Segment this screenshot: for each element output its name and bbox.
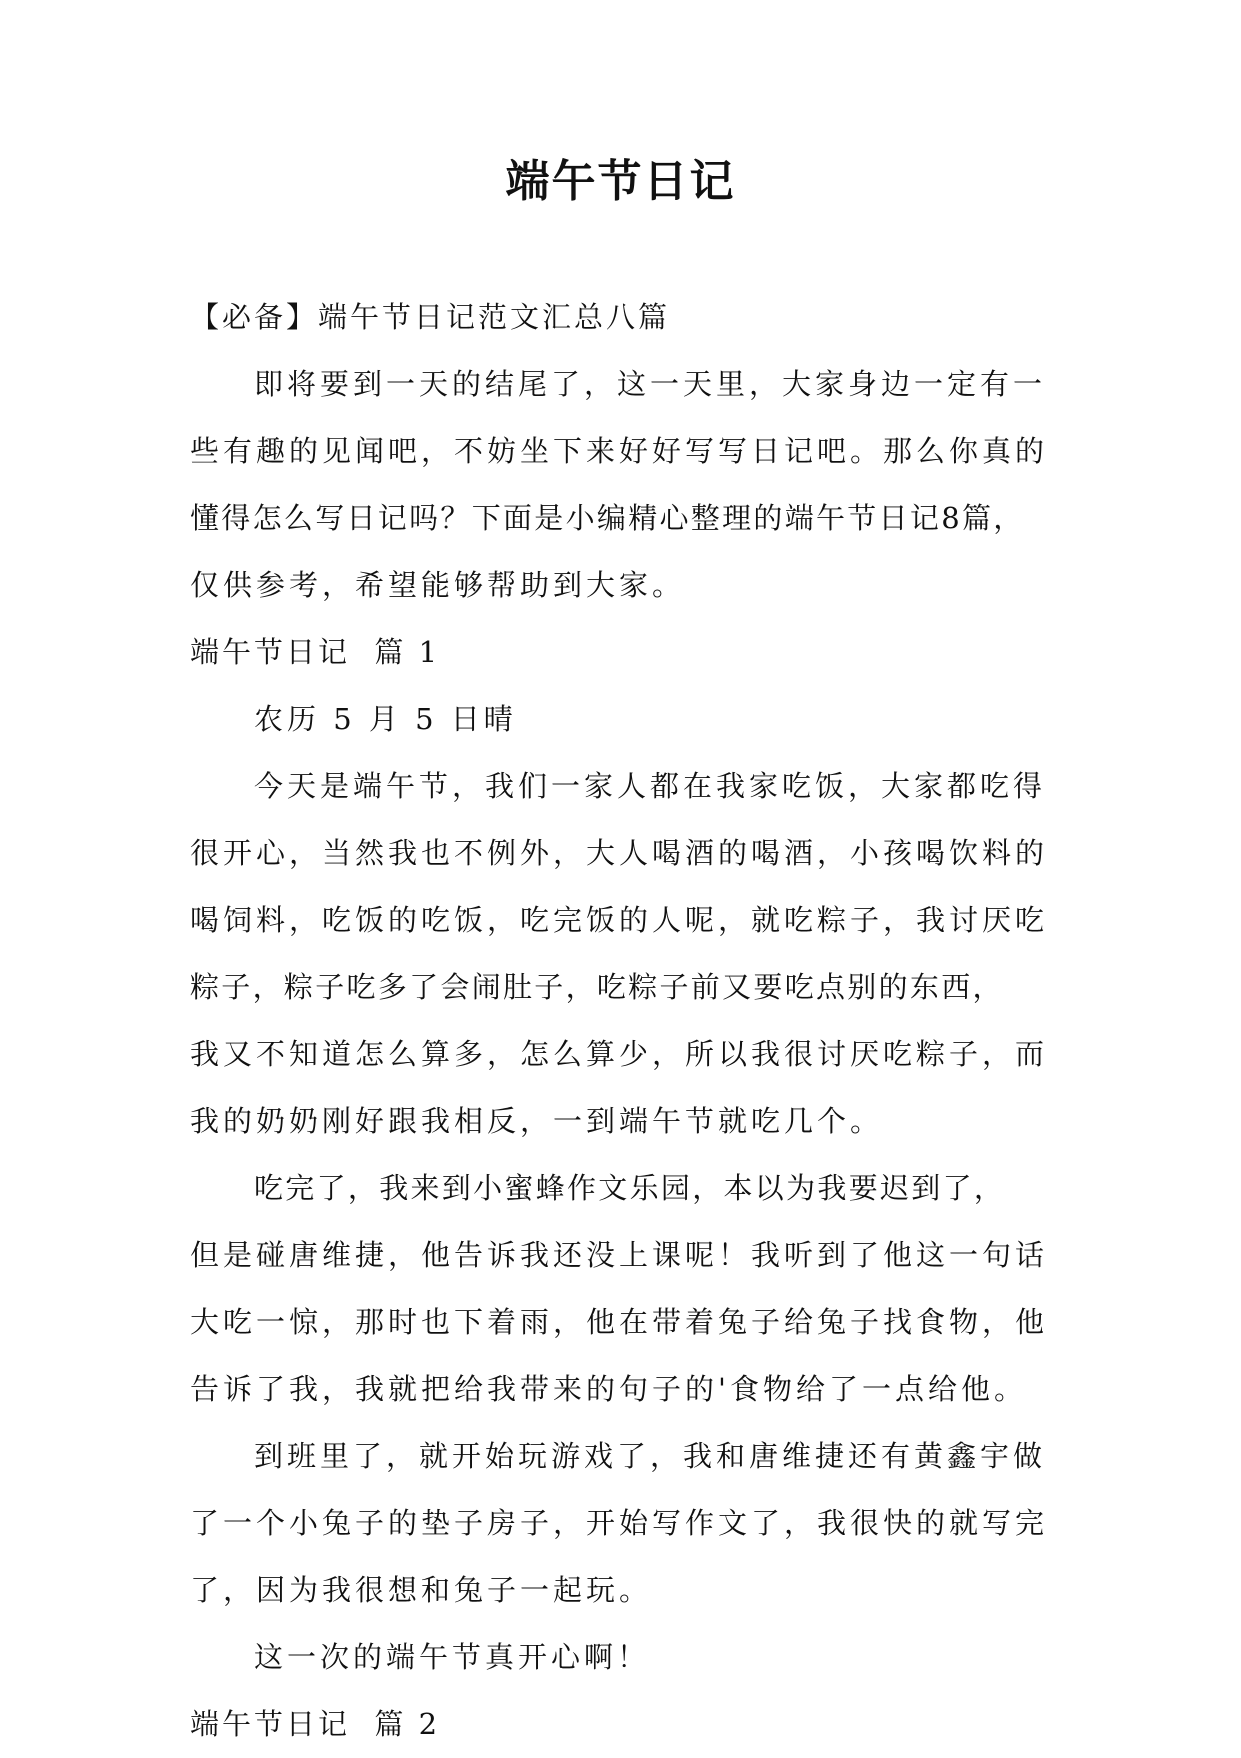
- paragraph-line: 这一次的端午节真开心啊！: [254, 1640, 651, 1674]
- paragraph-line: 了一个小兔子的垫子房子，开始写作文了，我很快的就写完: [190, 1506, 1049, 1540]
- paragraph-line: 懂得怎么写日记吗？下面是小编精心整理的端午节日记8篇，: [190, 501, 1025, 535]
- document-title: 端午节日记: [505, 156, 736, 207]
- paragraph-line: 农历 5 月 5 日晴: [254, 702, 517, 736]
- document-body: [190, 284, 1065, 1758]
- paragraph-line: 了，因为我很想和兔子一起玩。: [190, 1573, 653, 1607]
- paragraph-line: 但是碰唐维捷，他告诉我还没上课呢！我听到了他这一句话: [190, 1238, 1049, 1272]
- paragraph-line: 喝饲料，吃饭的吃饭，吃完饭的人呢，就吃粽子，我讨厌吃: [190, 903, 1049, 937]
- paragraph-line: 大吃一惊，那时也下着雨，他在带着兔子给兔子找食物，他: [190, 1305, 1049, 1339]
- paragraph-line: 我的奶奶刚好跟我相反，一到端午节就吃几个。: [190, 1104, 884, 1138]
- paragraph-line: 粽子，粽子吃多了会闹肚子，吃粽子前又要吃点别的东西，: [190, 970, 1004, 1004]
- paragraph-line: 吃完了，我来到小蜜蜂作文乐园，本以为我要迟到了，: [254, 1171, 1006, 1205]
- subtitle-line: 【必备】端午节日记范文汇总八篇: [190, 300, 671, 334]
- paragraph-line: 些有趣的见闻吧，不妨坐下来好好写写日记吧。那么你真的: [190, 434, 1049, 468]
- paragraph-line: 很开心，当然我也不例外，大人喝酒的喝酒，小孩喝饮料的: [190, 836, 1049, 870]
- section-heading: 端午节日记 篇 1: [190, 635, 441, 669]
- paragraph-line: 即将要到一天的结尾了，这一天里，大家身边一定有一: [254, 367, 1047, 401]
- section-heading: 端午节日记 篇 2: [190, 1707, 441, 1741]
- paragraph-line: 仅供参考，希望能够帮助到大家。: [190, 568, 686, 602]
- paragraph-line: 今天是端午节，我们一家人都在我家吃饭，大家都吃得: [254, 769, 1047, 803]
- paragraph-line: 告诉了我，我就把给我带来的句子的'食物给了一点给他。: [190, 1372, 1027, 1406]
- paragraph-line: 我又不知道怎么算多，怎么算少，所以我很讨厌吃粽子，而: [190, 1037, 1049, 1071]
- paragraph-line: 到班里了，就开始玩游戏了，我和唐维捷还有黄鑫宇做: [254, 1439, 1047, 1473]
